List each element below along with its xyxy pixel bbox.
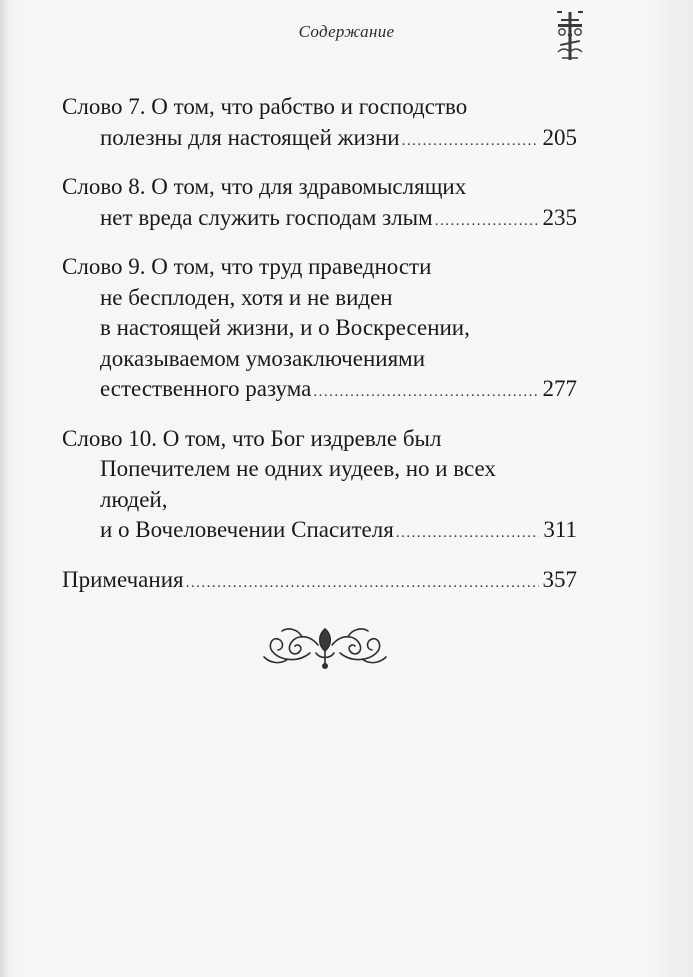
toc-entry-title-line: в настоящей жизни, и о Воскресении, — [100, 315, 470, 340]
dot-leader — [186, 568, 539, 599]
toc-page-number: 277 — [542, 376, 577, 401]
toc-entry-last-line — [62, 123, 577, 157]
toc-entry-slovo-9[interactable] — [62, 252, 577, 408]
dot-leader — [435, 206, 539, 237]
toc-entry-title-line: людей, — [100, 486, 168, 512]
toc-entry-title-line: Слово 10. О том, что Бог издревле был — [62, 425, 442, 451]
toc-entry-title-line: Примечания — [62, 566, 184, 592]
toc-entry-title-line: Попечителем не одних иудеев, но и всех — [100, 456, 496, 481]
toc-entry-title-line: Слово 8. О том, что для здравомыслящих — [62, 174, 467, 199]
toc-page-number: 357 — [542, 566, 577, 592]
dot-leader — [402, 126, 539, 157]
toc-page-number: 235 — [542, 204, 577, 230]
spine-shadow — [0, 0, 10, 977]
toc-entry-title-line: естественного разума — [100, 376, 312, 401]
toc-page-number: 311 — [543, 517, 577, 542]
toc-entry-last-line — [62, 565, 577, 599]
toc-entry-slovo-8[interactable] — [62, 172, 577, 236]
toc-entry-title-line: и о Вочеловечении Спасителя — [100, 517, 394, 542]
dot-leader — [313, 377, 538, 408]
toc-entry-slovo-7[interactable] — [62, 92, 577, 156]
toc-entry-title-line: не бесплоден, хотя и не виден — [100, 284, 393, 310]
toc-entry-slovo-10[interactable] — [62, 424, 577, 549]
toc-entry-title-line: доказываемом умозаключениями — [100, 345, 426, 371]
floral-ornament-icon — [258, 623, 392, 671]
toc-entry-title-line: Слово 9. О том, что труд праведности — [62, 254, 432, 279]
toc-entry-title-line: полезны для настоящей жизни — [100, 124, 400, 150]
toc-entry-last-line — [62, 374, 577, 408]
toc-page-number: 205 — [542, 124, 577, 150]
dot-leader — [396, 518, 540, 549]
toc-entry-title-line: Слово 7. О том, что рабство и господство — [62, 94, 468, 119]
toc-entry-last-line — [62, 203, 577, 237]
toc-entry-title-line: нет вреда служить господам злым — [100, 204, 433, 230]
table-of-contents — [62, 92, 577, 614]
toc-entry-notes[interactable] — [62, 565, 577, 599]
toc-entry-last-line — [62, 515, 577, 549]
running-head: Содержание — [298, 22, 395, 41]
cross-emblem-icon — [550, 8, 590, 64]
